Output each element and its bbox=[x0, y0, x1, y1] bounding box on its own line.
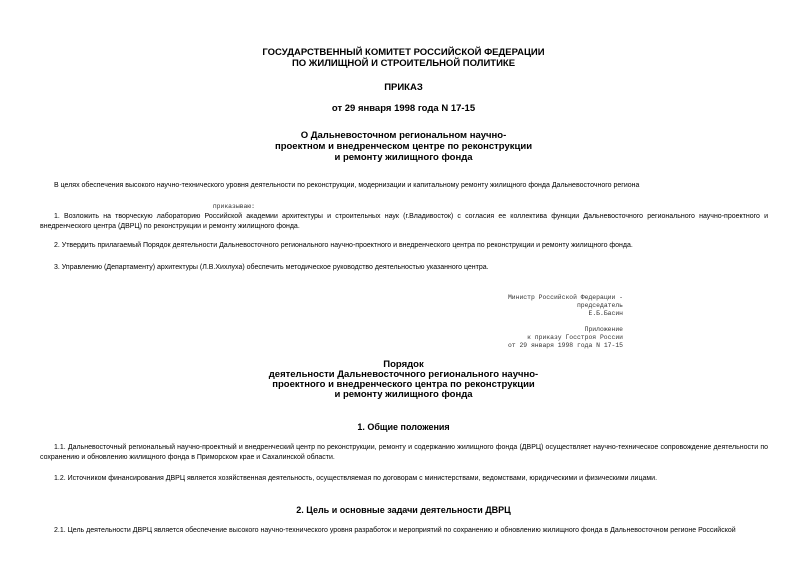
appendix-line1: Приложение bbox=[584, 326, 623, 333]
preamble: В целях обеспечения высокого научно-технического уровня деятельности по реконструкции, модернизации и капитальному ремонту жилищного фонда Дальневосточного региона bbox=[54, 182, 640, 189]
doc-title-line3: и ремонту жилищного фонда bbox=[334, 152, 473, 163]
procedure-title-line1: Порядок bbox=[383, 359, 424, 370]
doc-title-line1: О Дальневосточном региональном научно- bbox=[300, 130, 507, 141]
signature-name: Е.Б.Басин bbox=[588, 310, 623, 318]
doc-type: ПРИКАЗ bbox=[384, 82, 423, 93]
orders-word: приказываю: bbox=[212, 203, 255, 210]
doc-date: от 29 января 1998 года N 17-15 bbox=[331, 103, 476, 114]
order-item-2: 2. Утвердить прилагаемый Порядок деятельности Дальневосточного регионального научно-проектного и внедренческого центра по реконструкции и ремонту жилищного фонда. bbox=[54, 242, 633, 249]
order-item-3: 3. Управлению (Департаменту) архитектуры (Л.В.Хихлуха) обеспечить методическое руководство деятельностью указанного центра. bbox=[54, 264, 489, 271]
appendix-line3: от 29 января 1998 года N 17-15 bbox=[507, 342, 623, 350]
section1-heading: 1. Общие положения bbox=[357, 422, 450, 432]
section1-para1: 1.1. Дальневосточный региональный научно-проектный и внедренческий центр по реконструкции, ремонту и содержанию жилищного фонда (ДВРЦ) осуществляет научно-техническое сопровождение деятельности по сохранению и обновлению жилищного фонда в Приморском крае и Сахалинской области. bbox=[40, 444, 768, 461]
procedure-title-line2: деятельности Дальневосточного регионального научно- bbox=[268, 369, 539, 380]
doc-title-line2: проектном и внедренческом центре по реконструкции bbox=[274, 141, 533, 152]
org-name-line1: ГОСУДАРСТВЕННЫЙ КОМИТЕТ РОССИЙСКОЙ ФЕДЕРАЦИИ bbox=[262, 47, 545, 58]
appendix-line2: к приказу Госстроя России bbox=[527, 334, 623, 342]
appendix-note bbox=[420, 326, 623, 351]
section2-para1: 2.1. Цель деятельности ДВРЦ является обеспечение высокого научно-технического уровня разработок и мероприятий по сохранению и обновлению жилищного фонда в Дальневосточном регионе Российской bbox=[54, 527, 736, 534]
org-name-line2: ПО ЖИЛИЩНОЙ И СТРОИТЕЛЬНОЙ ПОЛИТИКЕ bbox=[291, 58, 516, 69]
section2-heading: 2. Цель и основные задачи деятельности ДВРЦ bbox=[296, 505, 511, 515]
procedure-title-line4: и ремонту жилищного фонда bbox=[334, 389, 473, 400]
signature-block bbox=[420, 294, 623, 319]
signature-line1: Министр Российской Федерации - bbox=[507, 294, 623, 301]
signature-line2: председатель bbox=[576, 302, 623, 310]
procedure-title-line3: проектного и внедренческого центра по реконструкции bbox=[272, 379, 535, 390]
section1-para2: 1.2. Источником финансирования ДВРЦ является хозяйственная деятельность, осуществляемая по договорам с министерствами, ведомствами, юридическими и физическими лицами. bbox=[54, 475, 658, 482]
order-item-1: 1. Возложить на творческую лабораторию Российской академии архитектуры и строительных наук (г.Владивосток) с согласия ее коллектива функции Дальневосточного регионального научно-проектного и внедренческого центра (ДВРЦ) по реконструкции и ремонту жилищного фонда. bbox=[40, 213, 768, 230]
